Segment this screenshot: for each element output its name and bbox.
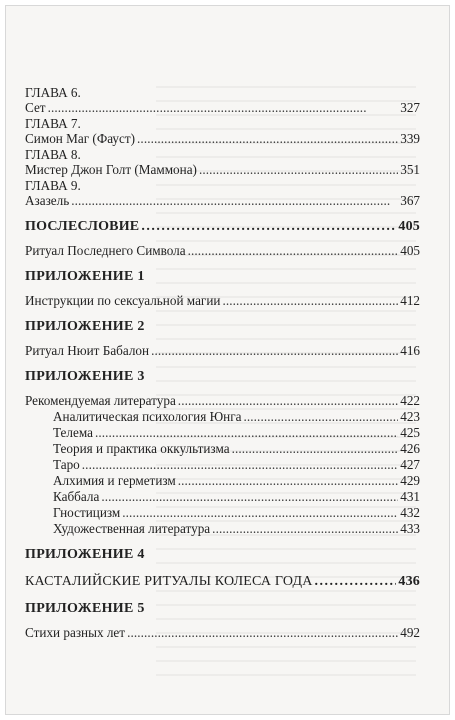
- dot-leader: [101, 489, 398, 505]
- appendix-4-title-entry: [25, 573, 420, 591]
- entry-title: Инструкции по сексуальной магии: [25, 293, 221, 308]
- section-heading-appendix-3: ПРИЛОЖЕНИЕ 3: [25, 369, 145, 384]
- toc-entry: [25, 343, 420, 359]
- entry-title: Теория и практика оккультизма: [53, 441, 230, 456]
- dot-leader: [137, 131, 398, 147]
- entry-page: 425: [400, 425, 420, 440]
- entry-page: 367: [400, 193, 420, 208]
- entry-page: 433: [400, 521, 420, 536]
- toc-subentry: [25, 457, 420, 473]
- chapter-label: ГЛАВА 8.: [25, 147, 81, 162]
- toc-entry: [25, 131, 420, 147]
- dot-leader: [222, 293, 398, 309]
- section-heading-appendix-2: ПРИЛОЖЕНИЕ 2: [25, 319, 145, 334]
- dot-leader: [48, 100, 399, 116]
- entry-page: 436: [398, 574, 420, 589]
- section-heading-afterword: [25, 218, 420, 236]
- toc-subentry: [25, 489, 420, 505]
- entry-title: Сет: [25, 100, 46, 115]
- chapter-label: ГЛАВА 7.: [25, 116, 81, 131]
- toc-subentry: [25, 473, 420, 489]
- entry-title: Мистер Джон Голт (Маммона): [25, 162, 197, 177]
- heading-page: 405: [398, 219, 420, 234]
- entry-page: 423: [400, 409, 420, 424]
- dot-leader: [199, 162, 398, 178]
- entry-page: 327: [400, 100, 420, 115]
- toc-entry: [25, 243, 420, 259]
- entry-title: Телема: [53, 425, 93, 440]
- entry-title: Гностицизм: [53, 505, 121, 520]
- dot-leader: [188, 243, 399, 259]
- toc-entry: [25, 162, 420, 178]
- entry-title: Стихи разных лет: [25, 625, 126, 640]
- chapter-label: ГЛАВА 6.: [25, 85, 81, 100]
- heading-title: ПОСЛЕСЛОВИЕ: [25, 219, 140, 234]
- entry-title: Азазель: [25, 193, 70, 208]
- toc-subentry: [25, 521, 420, 537]
- dot-leader: [315, 573, 397, 591]
- entry-page: 405: [400, 243, 420, 258]
- dot-leader: [178, 473, 398, 489]
- toc-entry: [25, 100, 420, 116]
- entry-page: 432: [400, 505, 420, 520]
- toc-entry: [25, 293, 420, 309]
- section-heading-appendix-1: ПРИЛОЖЕНИЕ 1: [25, 269, 145, 284]
- chapter-label: ГЛАВА 9.: [25, 178, 81, 193]
- dot-leader: [127, 625, 398, 641]
- toc-entry: [25, 193, 420, 209]
- dot-leader: [141, 218, 396, 236]
- dot-leader: [243, 409, 398, 425]
- dot-leader: [95, 425, 398, 441]
- dot-leader: [232, 441, 399, 457]
- entry-title: Таро: [53, 457, 80, 472]
- entry-title: Алхимия и герметизм: [53, 473, 176, 488]
- entry-page: 351: [400, 162, 420, 177]
- section-heading-appendix-5: ПРИЛОЖЕНИЕ 5: [25, 601, 145, 616]
- entry-title: Аналитическая психология Юнга: [53, 409, 242, 424]
- toc-subentry: [25, 425, 420, 441]
- dot-leader: [212, 521, 398, 537]
- entry-page: 492: [400, 625, 420, 640]
- toc-entry: [25, 393, 420, 409]
- section-heading-appendix-4: ПРИЛОЖЕНИЕ 4: [25, 547, 145, 562]
- dot-leader: [82, 457, 398, 473]
- entry-title: Художественная литература: [53, 521, 211, 536]
- table-of-contents: [25, 85, 420, 641]
- entry-page: 412: [400, 293, 420, 308]
- entry-page: 429: [400, 473, 420, 488]
- dot-leader: [178, 393, 398, 409]
- book-page: [5, 5, 450, 715]
- entry-page: 339: [400, 131, 420, 146]
- entry-title: Каббала: [53, 489, 100, 504]
- entry-title: Рекомендуемая литература: [25, 393, 176, 408]
- dot-leader: [71, 193, 398, 209]
- entry-page: 416: [400, 343, 420, 358]
- entry-page: 426: [400, 441, 420, 456]
- toc-subentry: [25, 441, 420, 457]
- dot-leader: [151, 343, 398, 359]
- toc-subentry: [25, 505, 420, 521]
- entry-page: 431: [400, 489, 420, 504]
- entry-title: Ритуал Последнего Символа: [25, 243, 186, 258]
- entry-page: 427: [400, 457, 420, 472]
- entry-page: 422: [400, 393, 420, 408]
- toc-entry: [25, 625, 420, 641]
- toc-subentry: [25, 409, 420, 425]
- entry-title: КАСТАЛИЙСКИЕ РИТУАЛЫ КОЛЕСА ГОДА: [25, 574, 313, 589]
- entry-title: Ритуал Нюит Бабалон: [25, 343, 150, 358]
- dot-leader: [122, 505, 398, 521]
- entry-title: Симон Маг (Фауст): [25, 131, 136, 146]
